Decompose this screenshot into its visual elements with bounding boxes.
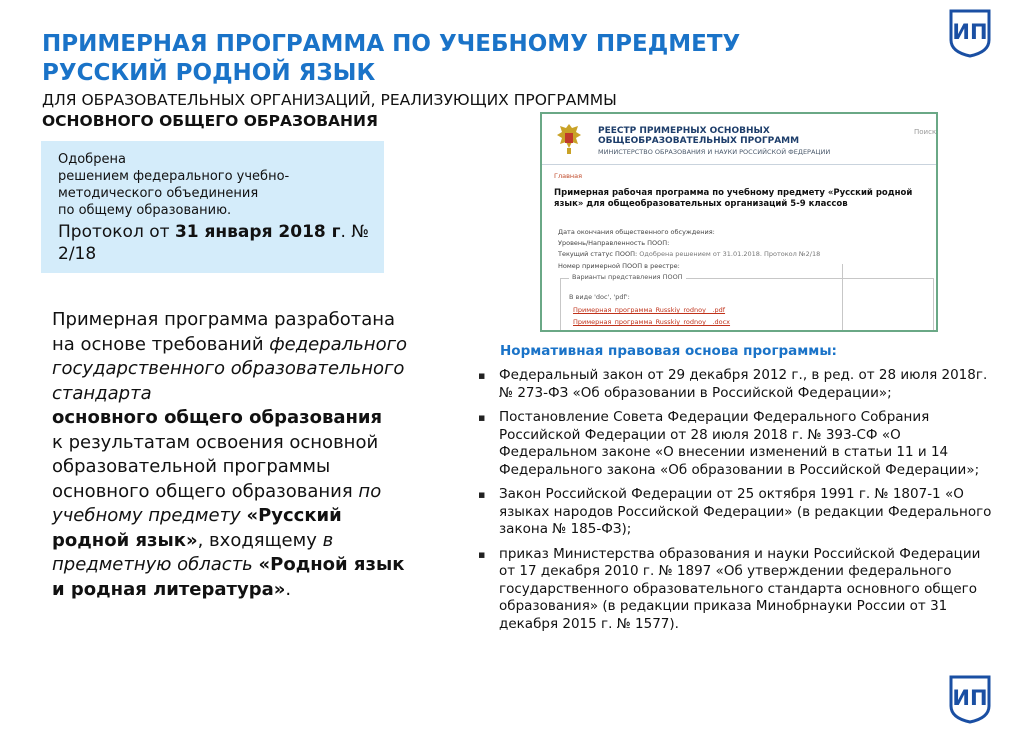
desc-part-6: «Русский родной язык» bbox=[52, 505, 342, 551]
registry-ministry: МИНИСТЕРСТВО ОБРАЗОВАНИЯ И НАУКИ РОССИЙСКОЙ ФЕДЕРАЦИИ bbox=[598, 148, 831, 156]
page-title bbox=[42, 30, 740, 88]
desc-part-8: в предметную область bbox=[52, 529, 334, 575]
list-item bbox=[478, 409, 998, 479]
subtitle-line-1: ДЛЯ ОБРАЗОВАТЕЛЬНЫХ ОРГАНИЗАЦИЙ, РЕАЛИЗУЮЩИХ ПРОГРАММЫ bbox=[42, 91, 617, 109]
protocol-prefix: Протокол от bbox=[58, 222, 175, 242]
registry-meta-3-value: Одобрена решением от 31.01.2018. Протокол №2/18 bbox=[639, 250, 821, 258]
ip-logo-icon bbox=[948, 8, 992, 58]
approval-line-4: по общему образованию. bbox=[58, 203, 232, 218]
desc-part-3: основного общего образования bbox=[52, 407, 383, 428]
legal-basis-heading: Нормативная правовая основа программы: bbox=[500, 343, 837, 359]
registry-screenshot bbox=[540, 112, 938, 332]
subtitle bbox=[42, 90, 617, 132]
subtitle-line-2: ОСНОВНОГО ОБЩЕГО ОБРАЗОВАНИЯ bbox=[42, 112, 378, 130]
approval-box bbox=[41, 141, 384, 273]
legal-basis-item-1: Федеральный закон от 29 декабря 2012 г., в ред. от 28 июля 2018г. № 273-ФЗ «Об образовании в Российской Федерации»; bbox=[499, 367, 988, 401]
coat-of-arms-icon bbox=[556, 122, 582, 156]
variant-link-docx[interactable]: Примерная_программа_Russkiy_rodnoy__.docx bbox=[573, 318, 731, 326]
registry-meta-1: Дата окончания общественного обсуждения: bbox=[558, 228, 715, 236]
registry-variants-box bbox=[560, 273, 934, 332]
approval-line-3: методического объединения bbox=[58, 186, 259, 201]
bullet-icon: ▪ bbox=[478, 411, 486, 424]
registry-breadcrumb[interactable]: Главная bbox=[554, 172, 583, 180]
registry-meta-2: Уровень/Направленность ПООП: bbox=[558, 239, 670, 247]
legal-basis-item-3: Закон Российской Федерации от 25 октября 1991 г. № 1807-1 «О языках народов Российской Федерации» (в редакции Федерального закона № 185-ФЗ); bbox=[499, 486, 992, 537]
variants-format: В виде 'doc', 'pdf': bbox=[569, 293, 630, 301]
legal-basis-list bbox=[478, 367, 998, 640]
program-description bbox=[52, 308, 412, 602]
bullet-icon: ▪ bbox=[478, 369, 486, 382]
list-item bbox=[478, 367, 998, 402]
variants-legend: Варианты представления ПООП bbox=[569, 273, 686, 281]
registry-meta-3-label: Текущий статус ПООП: bbox=[558, 250, 638, 258]
protocol-date: 31 января 2018 г bbox=[174, 222, 341, 242]
title-line-2: РУССКИЙ РОДНОЙ ЯЗЫК bbox=[42, 60, 376, 86]
desc-part-9: «Родной язык и родная литература» bbox=[52, 554, 405, 600]
protocol-number: 2/18 bbox=[58, 244, 97, 264]
approval-protocol bbox=[58, 221, 372, 265]
registry-meta-3 bbox=[558, 250, 820, 258]
list-item bbox=[478, 546, 998, 634]
desc-part-7: , входящему bbox=[197, 529, 323, 551]
registry-title-line-1: РЕЕСТР ПРИМЕРНЫХ ОСНОВНЫХ bbox=[598, 126, 770, 136]
list-item bbox=[478, 486, 998, 539]
bullet-icon: ▪ bbox=[478, 488, 486, 501]
legal-basis-item-4: приказ Министерства образования и науки Российской Федерации от 17 декабря 2010 г. № 1897 «Об утверждении федерального государственного образовательного стандарта основного общего образования» (в редакции приказа Минобрнауки России от 31 декабря 2015 г. № 1577). bbox=[499, 545, 981, 632]
desc-part-1: Примерная программа разработана на основе требований bbox=[52, 309, 396, 355]
legal-basis-item-2: Постановление Совета Федерации Федерального Собрания Российской Федерации от 28 июля 2018 г. № 393-СФ «О Федеральном законе «О внесении изменений в статьи 11 и 14 Федерального закона «Об образовании в Российской Федерации»; bbox=[499, 409, 980, 478]
registry-title bbox=[598, 126, 799, 146]
protocol-suffix: . № bbox=[340, 222, 370, 242]
registry-meta-4: Номер примерной ПООП в реестре: bbox=[558, 262, 680, 270]
variant-link-pdf[interactable]: Примерная_программа_Russkiy_rodnoy__.pdf bbox=[573, 306, 726, 314]
registry-program-title: Примерная рабочая программа по учебному предмету «Русский родной язык» для общеобразовательных организаций 5-9 классов bbox=[554, 188, 913, 209]
bullet-icon: ▪ bbox=[478, 547, 486, 561]
desc-part-2: федерального государственного образовательного стандарта bbox=[52, 333, 408, 404]
ip-logo-icon-bottom bbox=[948, 674, 992, 724]
logo-text-bottom: ИП bbox=[952, 686, 988, 710]
registry-search-link[interactable]: Поиск bbox=[914, 128, 937, 136]
logo-text-top: ИП bbox=[952, 20, 988, 44]
desc-part-10: . bbox=[285, 578, 292, 600]
registry-header bbox=[542, 114, 936, 165]
title-line-1: ПРИМЕРНАЯ ПРОГРАММА ПО УЧЕБНОМУ ПРЕДМЕТУ bbox=[42, 31, 741, 57]
approval-line-1: Одобрена bbox=[58, 152, 126, 167]
desc-part-5: по учебному предмету bbox=[52, 480, 382, 526]
desc-part-4: к результатам освоения основной образовательной программы основного общего образования bbox=[52, 431, 379, 502]
approval-line-2: решением федерального учебно- bbox=[58, 169, 290, 184]
registry-title-line-2: ОБЩЕОБРАЗОВАТЕЛЬНЫХ ПРОГРАММ bbox=[598, 136, 800, 146]
